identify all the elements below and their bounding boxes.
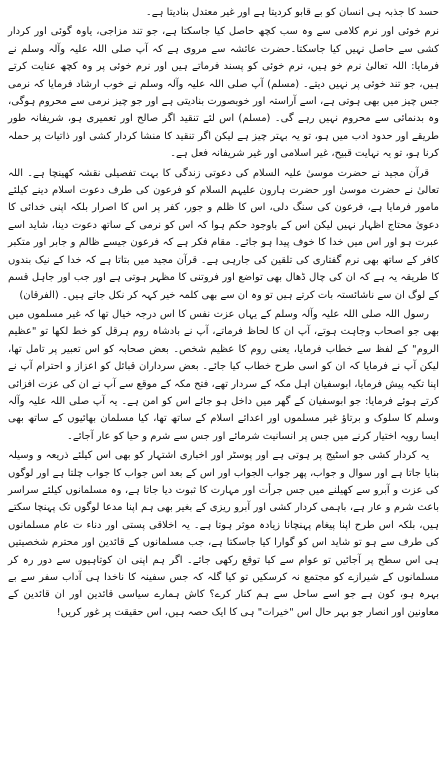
paragraph: نرم خوئی اور نرم کلامی سے وہ سب کچھ حاصل کیا جاسکتا ہے، جو تند مزاجی، یاوہ گوئی اور کردار کشی سے حاصل نہیں کیا جاسکتا۔حضرت عائشہ سے مروی ہے کہ آپ صلی اللہ علیہ وآلہ وسلم نے فرمایا: اللہ تعالیٰ نرم خو ہیں، نرم خوئی کو پسند فرماتے ہیں اور نرم خوئی پر وہ کچھ عنایت کرتے ہیں، جو تند خوئی پر نہیں دیتے۔ (مسلم) آپ صلی اللہ علیہ وآلہ وسلم نے خوب ارشاد فرمایا کہ نرمی جس چیز میں بھی ہوتی ہے، اسے آراستہ اور خوبصورت بنادیتی ہے اور جو چیز نرمی سے محروم ہوگی، وہ بدنمائی سے محروم نہیں رہے گی۔ (مسلم) اس لئے تنقید اگر صالح اور تعمیری ہو، شریفانہ طور طریقے اور حدود ادب میں ہو، تو یہ بہتر چیز ہے لیکن اگر تنقید کا منشا کردار کشی اور ذاتیات پر حملہ کرنا ہو، تو یہ نہایت قبیح، غیر اسلامی اور غیر شریفانہ فعل ہے۔	[8, 26, 439, 160]
paragraph: قرآن مجید نے حضرت موسیٰ علیہ السلام کی دعوتی زندگی کا بہت تفصیلی نقشہ کھینچا ہے۔ اللہ تعالیٰ نے حضرت موسیٰ اور حضرت ہارون علیہم السلام کو فرعون کی طرف دعوت اسلام دینے کیلئے مامور فرمایا ہے، فرعون کی سنگ دلی، اس کا ظلم و جور، کفر پر اس کا اصرار بلکہ اپنی خدائی کا دعویٰ محتاج اظہار نہیں لیکن اس کے باوجود حکم ہوا کہ اس کو نرمی کے ساتھ دعوت دینا، شاید اسے عبرت ہو اور اس میں خدا کا خوف پیدا ہو جائے۔ مقام فکر ہے کہ فرعون جیسے ظالم و جابر اور متکبر کافر کے ساتھ بھی نرم گفتاری کی تلقین کی جارہی ہے۔ قرآن مجید میں بتاتا ہے کہ خدا کے نیک بندوں کا طریقہ یہ ہے کہ ان کی چال ڈھال بھی تواضع اور فروتنی کا مظہر ہوتی ہے اور جب اور جاہل قسم کے لوگ ان سے ناشائستہ بات کرتے ہیں تو وہ ان سے بھی کلمہ خیر کہہ کر نکل جاتے ہیں۔ (الفرقان)	[8, 167, 439, 301]
paragraph: رسول اللہ صلی اللہ علیہ وآلہ وسلم کے یہاں عزت نفس کا اس درجہ خیال تھا کہ غیر مسلموں میں بھی جو اصحاب وجاہت ہوتے، آپ ان کا لحاظ فرماتے، آپ نے بادشاہ روم ہرقل کو خط لکھا تو "عظیم الروم" کے لفظ سے خطاب فرمایا، یعنی روم کا عظیم شخص۔ بعض صحابہ کو اس تعبیر پر تامل تھا، لیکن آپ نے فرمایا کہ ان کو اسی طرح خطاب کیا جائے۔ بعض سرداران قبائل کو اعزاز و احترام آپ نے اپنا تکیہ پیش فرمایا، ابوسفیان اہل مکہ کے سردار تھے، فتح مکہ کے موقع سے آپ نے ان کی عزت افزائی کرتے ہوئے فرمایا: جو ابوسفیان کے گھر میں داخل ہو جائے اس کو امن ہے۔ یہ آپ صلی اللہ علیہ وآلہ وسلم کا سلوک و برتاؤ غیر مسلموں اور اعدائے اسلام کے ساتھ تھا، کیا مسلمان بھائیوں کے ساتھ بھی ایسا رویہ اختیار کرنے میں جس پر انسانیت شرمائے اور جس سے شرم و حیا کو عار آجائے۔	[8, 308, 439, 442]
paragraph: حسد کا جذبہ ہی انسان کو بے قابو کردیتا ہے اور غیر معتدل بنادیتا ہے۔	[145, 7, 439, 18]
paragraph: یہ کردار کشی جو اسٹیج پر ہوتی ہے اور پوسٹر اور اخباری اشتہار کو بھی اس کیلئے ذریعہ و وسیلہ بنایا جاتا ہے اور سوال و جواب، پھر جواب الجواب اور اس کے بعد اس جواب کا جواب چلتا ہے اور لوگوں کی عزت و آبرو سے کھیلنے میں جس جرأت اور مہارت کا ثبوت دیا جاتا ہے، وہ مسلمانوں کیلئے سراسر باعث شرم و عار ہے، باہمی کردار کشی اور آبرو ریزی کے بغیر بھی ہم اپنا مدعا لوگوں تک پہنچا سکتے ہیں، بلکہ اس طرح اپنا پیغام پہنچانا زیادہ موثر ہوتا ہے۔ یہ اخلاقی پستی اور دناء ت عام مسلمانوں کی طرف سے ہو تو شاید اس کو گوارا کیا جاسکتا ہے، جب مسلمانوں کے قائدین اور محترم شخصیتیں ہی اس سطح پر آجائیں تو عوام سے کیا توقع رکھی جائے۔ اگر ہم اپنی ان کوتاہیوں سے دور رہ کر مسلمانوں کے شیرازے کو مجتمع نہ کرسکیں تو کیا گلہ کہ جس سفینہ کا ناخدا ہی آداب سفر سے بے بہرہ ہو، کون ہے جو اسے ساحل سے ہم کنار کرے؟ کاش ہمارے سیاسی قائدین اور ان قائدین کے معاونین اور انصار جو بہر حال اس "خیرات" ہی کا ایک حصہ ہیں، اس حقیقت پر غور کریں!	[8, 450, 439, 618]
